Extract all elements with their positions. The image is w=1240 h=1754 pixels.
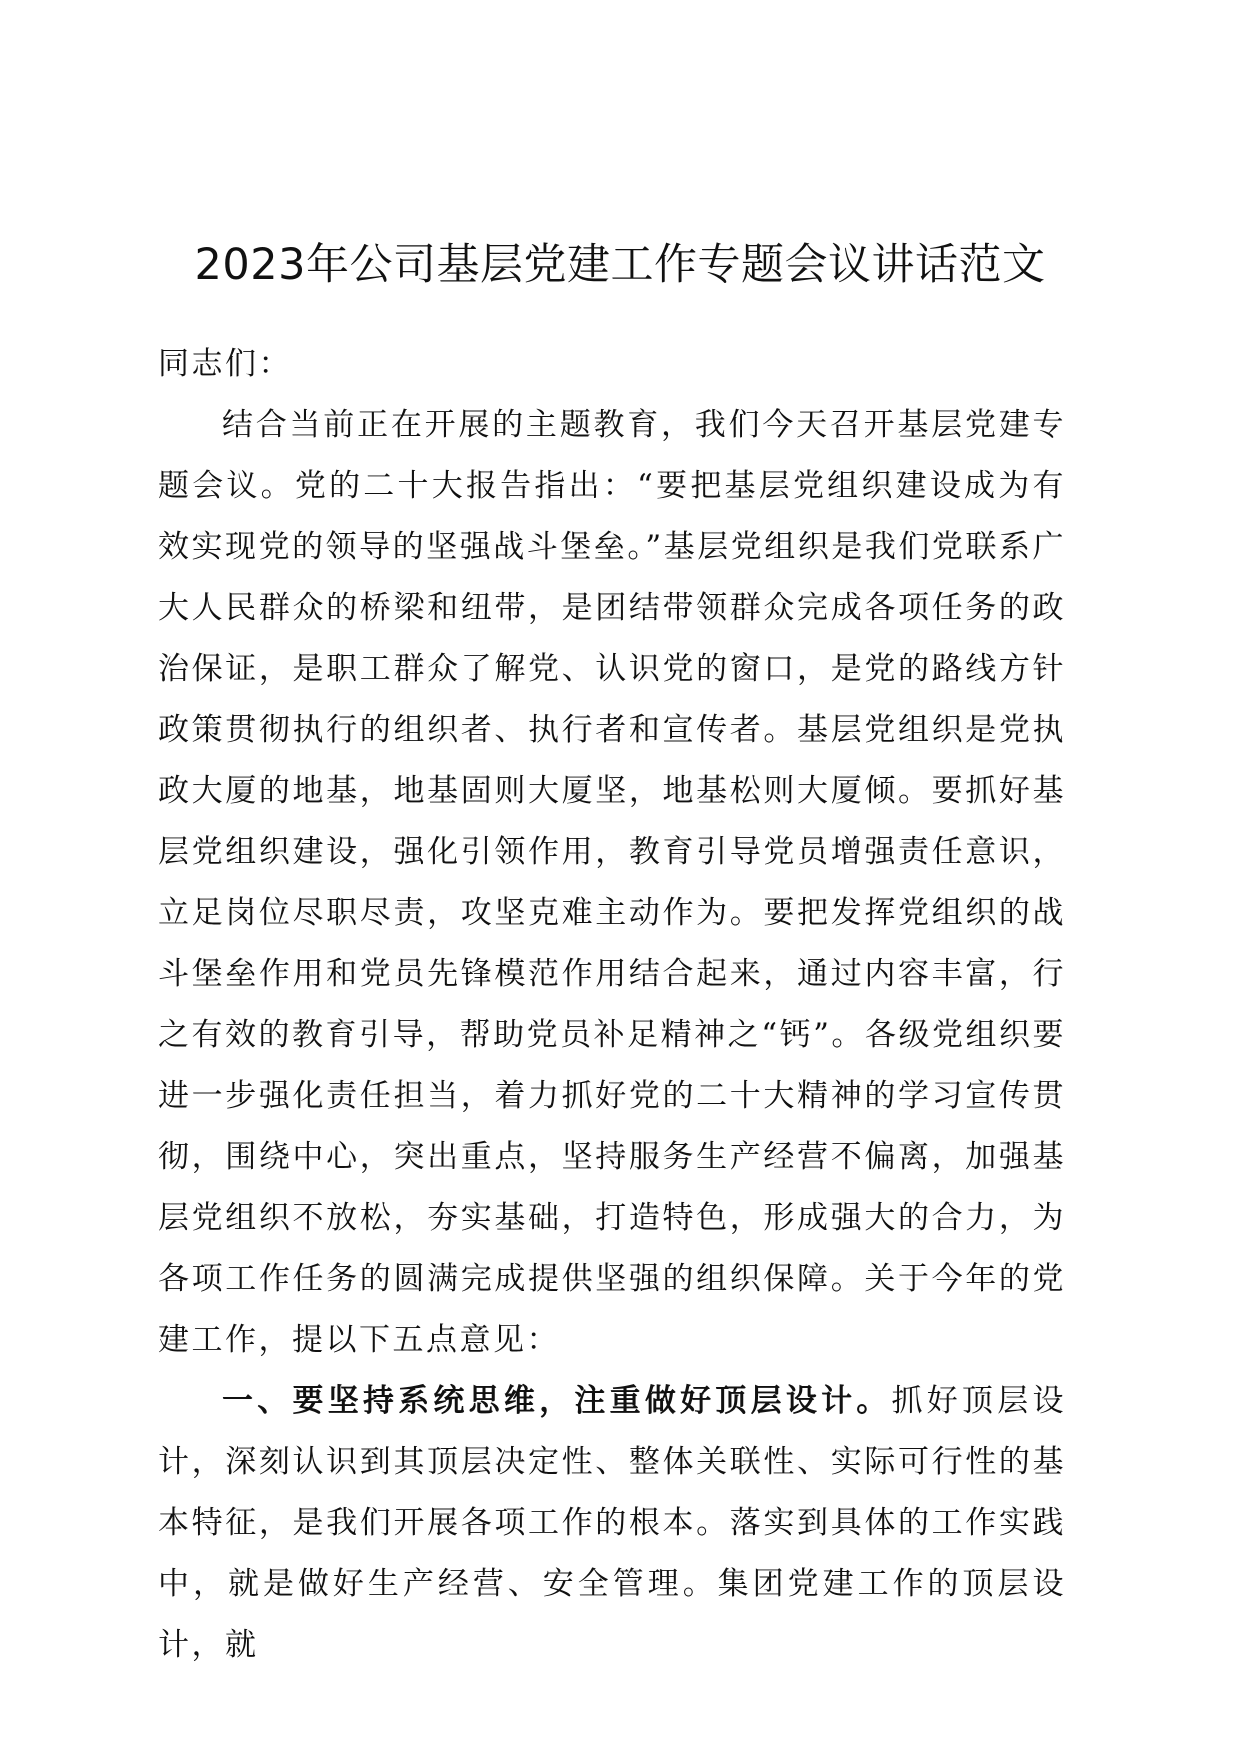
document-title: 2023年公司基层党建工作专题会议讲话范文 bbox=[194, 240, 1046, 290]
section-1-heading: 一、要坚持系统思维，注重做好顶层设计。 bbox=[222, 1383, 892, 1419]
salutation: 同志们： bbox=[158, 346, 292, 382]
document-body bbox=[158, 334, 1066, 1676]
section-1-paragraph bbox=[158, 1371, 1066, 1676]
intro-paragraph: 结合当前正在开展的主题教育，我们今天召开基层党建专题会议。党的二十大报告指出：“要把基层党组织建设成为有效实现党的领导的坚强战斗堡垒。”基层党组织是我们党联系广大人民群众的桥梁和纽带，是团结带领群众完成各项任务的政治保证，是职工群众了解党、认识党的窗口，是党的路线方针政策贯彻执行的组织者、执行者和宣传者。基层党组织是党执政大厦的地基，地基固则大厦坚，地基松则大厦倾。要抓好基层党组织建设，强化引领作用，教育引导党员增强责任意识，立足岗位尽职尽责，攻坚克难主动作为。要把发挥党组织的战斗堡垒作用和党员先锋模范作用结合起来，通过内容丰富，行之有效的教育引导，帮助党员补足精神之“钙”。各级党组织要进一步强化责任担当，着力抓好党的二十大精神的学习宣传贯彻，围绕中心，突出重点，坚持服务生产经营不偏离，加强基层党组织不放松，夯实基础，打造特色，形成强大的合力，为各项工作任务的圆满完成提供坚强的组织保障。关于今年的党建工作，提以下五点意见： bbox=[158, 407, 1066, 1358]
section-1-text: 抓好顶层设计，深刻认识到其顶层决定性、整体关联性、实际可行性的基本特征，是我们开展各项工作的根本。落实到具体的工作实践中，就是做好生产经营、安全管理。集团党建工作的顶层设计，就 bbox=[158, 1383, 1067, 1663]
